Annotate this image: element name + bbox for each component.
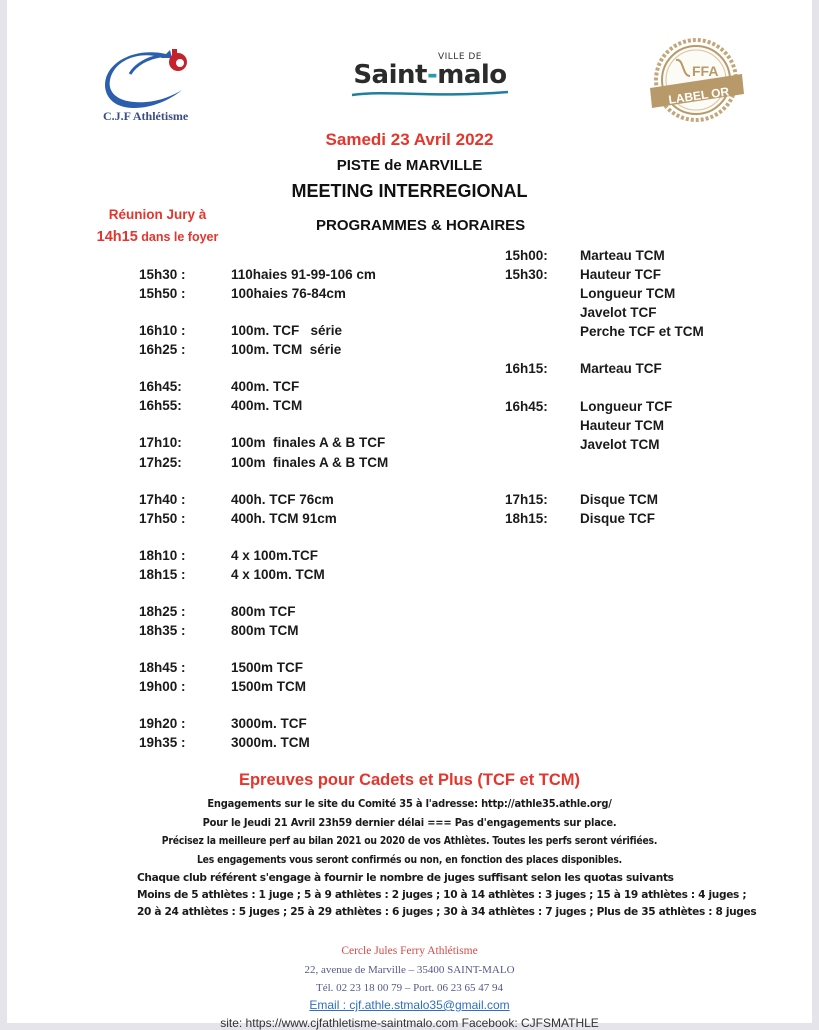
schedule-time: 16h25 : (139, 342, 186, 357)
schedule-event: 400h. TCM 91cm (231, 511, 337, 526)
engagements-note: Engagements sur le site du Comité 35 à l'adresse: http://athle35.athle.org/ (207, 797, 612, 810)
schedule-event: Marteau TCF (580, 361, 662, 376)
svg-text:FFA: FFA (692, 63, 719, 79)
schedule-event: Disque TCM (580, 492, 659, 507)
schedule-time: 15h00: (505, 248, 548, 263)
schedule-event: 100haies 76-84cm (231, 286, 346, 301)
schedule-event: Javelot TCF (580, 305, 657, 320)
club-logo-caption: C.J.F Athlétisme (103, 109, 189, 123)
jury-note-line1: Réunion Jury à (108, 207, 207, 222)
schedule-event: 100m. TCM série (231, 342, 342, 357)
schedule-time: 18h25 : (139, 604, 186, 619)
schedule-time: 16h55: (139, 398, 182, 413)
schedule-event: 4 x 100m. TCM (231, 567, 325, 582)
schedule-event: Hauteur TCF (580, 267, 661, 282)
schedule-event: Longueur TCF (580, 399, 673, 414)
schedule-time: 19h20 : (139, 716, 186, 731)
schedule-time: 18h15: (505, 511, 548, 526)
schedule-time: 17h25: (139, 455, 182, 470)
schedule-event: 100m finales A & B TCF (231, 435, 386, 450)
schedule-time: 16h45: (505, 399, 548, 414)
ville-de-label: VILLE DE (437, 52, 482, 62)
city-name-part1: Saint (353, 60, 427, 90)
schedule-time: 15h30: (505, 267, 548, 282)
schedule-event: 1500m TCM (231, 679, 307, 694)
judges-intro: Chaque club référent s'engage à fournir le nombre de juges suffisant selon les quotas suivants (137, 872, 674, 884)
meeting-title: MEETING INTERREGIONAL (291, 181, 528, 201)
svg-text:LABEL OR: LABEL OR (667, 84, 731, 107)
schedule-time: 18h45 : (139, 660, 186, 675)
schedule-time: 19h00 : (139, 679, 186, 694)
schedule-event: 400h. TCF 76cm (231, 492, 334, 507)
club-address: 22, avenue de Marville – 35400 SAINT-MALO (304, 964, 515, 976)
venue-title: PISTE de MARVILLE (336, 157, 483, 174)
confirmation-note: Les engagements vous seront confirmés ou non, en fonction des places disponibles. (196, 854, 622, 866)
schedule-time: 17h10: (139, 435, 182, 450)
schedule-event: Longueur TCM (580, 286, 676, 301)
schedule-event: 110haies 91-99-106 cm (231, 267, 376, 282)
schedule-event: 400m. TCM (231, 398, 303, 413)
schedule-time: 16h10 : (139, 323, 186, 338)
schedule-event: Hauteur TCM (580, 418, 664, 433)
schedule-event: 4 x 100m.TCF (231, 548, 319, 563)
jury-time: 14h15 (96, 229, 138, 245)
event-date: Samedi 23 Avril 2022 (325, 130, 494, 149)
jury-note-line2 (80, 226, 235, 248)
schedule-time: 15h30 : (139, 267, 186, 282)
judges-quotas-line2: 20 à 24 athlètes : 5 juges ; 25 à 29 athlètes : 6 juges ; 30 à 34 athlètes : 7 juges ; Plus de 35 athlètes : 8 juges (137, 906, 757, 918)
schedule-time: 15h50 : (139, 286, 186, 301)
schedule-time: 18h10 : (139, 548, 186, 563)
schedule-event: 800m TCM (231, 623, 299, 638)
schedule-time: 18h35 : (139, 623, 186, 638)
schedule-event: 3000m. TCM (231, 735, 310, 750)
club-phone: Tél. 02 23 18 00 79 – Port. 06 23 65 47 94 (316, 982, 503, 994)
schedule-event: 400m. TCF (231, 379, 300, 394)
schedule-time: 16h45: (139, 379, 182, 394)
club-email-link[interactable]: Email : cjf.athle.stmalo35@gmail.com (309, 998, 510, 1012)
club-website-link[interactable]: site: https://www.cjfathletisme-saintmalo.com Facebook: CJFSMATHLE (220, 1016, 599, 1030)
city-name-part2: malo (437, 60, 507, 90)
schedule-time: 17h50 : (139, 511, 186, 526)
schedule-time: 17h15: (505, 492, 548, 507)
jury-location: dans le foyer (137, 230, 219, 244)
program-subtitle: PROGRAMMES & HORAIRES (316, 217, 526, 234)
schedule-time: 17h40 : (139, 492, 186, 507)
categories-heading: Epreuves pour Cadets et Plus (TCF et TCM) (238, 771, 581, 789)
document-page (7, 0, 812, 1023)
schedule-time: 16h15: (505, 361, 548, 376)
club-name: Cercle Jules Ferry Athlétisme (341, 945, 478, 957)
schedule-event: Perche TCF et TCM (580, 324, 704, 339)
schedule-event: 100m finales A & B TCM (231, 455, 389, 470)
schedule-time: 19h35 : (139, 735, 186, 750)
deadline-note: Pour le Jeudi 21 Avril 23h59 dernier délai === Pas d'engagements sur place. (202, 816, 617, 829)
performance-note: Précisez la meilleure perf au bilan 2021 ou 2020 de vos Athlètes. Toutes les perfs seront vérifiées. (161, 835, 658, 847)
ffa-label-or-badge-icon (640, 36, 750, 126)
schedule-event: Javelot TCM (580, 437, 660, 452)
schedule-event: 1500m TCF (231, 660, 304, 675)
schedule-time: 18h15 : (139, 567, 186, 582)
wave-icon (350, 89, 510, 99)
schedule-event: 3000m. TCF (231, 716, 307, 731)
schedule-event: Marteau TCM (580, 248, 665, 263)
schedule-event: 100m. TCF série (231, 323, 343, 338)
saint-malo-wordmark (330, 62, 530, 88)
city-name-dash: - (426, 60, 438, 90)
schedule-event: Disque TCF (580, 511, 656, 526)
saint-malo-logo (330, 52, 530, 107)
schedule-event: 800m TCF (231, 604, 296, 619)
judges-quotas-line1: Moins de 5 athlètes : 1 juge ; 5 à 9 athlètes : 2 juges ; 10 à 14 athlètes : 3 juges ; 15 à 19 athlètes : 4 juges ; (137, 889, 747, 901)
jury-meeting-note (80, 204, 235, 248)
